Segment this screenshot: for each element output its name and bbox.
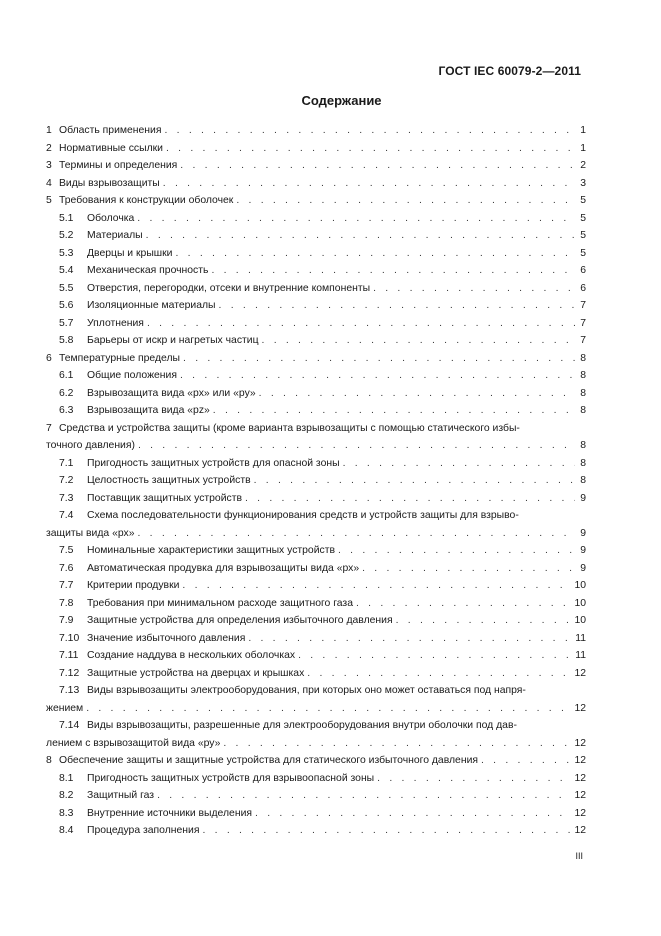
toc-entry-page: 5 (580, 230, 586, 241)
toc-entry-number: 5.8 (59, 335, 74, 346)
dot-leader (307, 665, 571, 683)
toc-entry-number: 7.12 (59, 667, 80, 679)
document-code: ГОСТ IEC 60079-2—2011 (438, 64, 581, 78)
toc-entry (46, 542, 586, 560)
toc-entry-page: 10 (574, 580, 586, 591)
toc-entry (46, 140, 586, 158)
toc-entry (46, 682, 586, 717)
toc-entry-number: 7.3 (59, 492, 74, 504)
toc-entry-page: 10 (574, 597, 586, 609)
toc-entry (46, 472, 586, 490)
dot-leader (137, 210, 575, 228)
dot-leader (183, 350, 575, 368)
toc-entry-number: 6 (46, 352, 52, 364)
toc-entry (46, 665, 586, 683)
toc-entry (46, 577, 586, 595)
toc-entry-number: 5.1 (59, 212, 74, 224)
toc-entry (46, 402, 586, 420)
toc-entry-title: Барьеры от искр и нагретых частиц (87, 335, 259, 346)
toc-entry (46, 717, 586, 752)
toc-entry-title: Температурные пределы (59, 352, 181, 364)
toc-entry-title: Общие положения (87, 370, 177, 381)
toc-entry-title: Пригодность защитных устройств для опасной зоны (87, 457, 340, 469)
toc-entry-number: 7.7 (59, 580, 74, 591)
dot-leader (338, 542, 575, 560)
toc-entry-page: 2 (580, 160, 586, 171)
dot-leader (211, 262, 575, 280)
toc-entry-number: 7.4 (59, 510, 74, 521)
toc-entry-page: 1 (580, 142, 586, 154)
toc-entry-title: Обеспечение защиты и защитные устройства для статического избыточного давления (59, 755, 478, 766)
toc-entry (46, 315, 586, 333)
toc-entry-page: 12 (574, 755, 586, 766)
dot-leader (343, 455, 575, 473)
toc-entry-page: 6 (580, 282, 586, 294)
toc-entry-number: 8.3 (59, 807, 74, 819)
toc-entry-page: 3 (580, 177, 586, 189)
toc-entry-page: 10 (574, 615, 586, 626)
toc-entry-page: 12 (574, 737, 586, 749)
dot-leader (180, 367, 575, 385)
toc-entry-title: Изоляционные материалы (87, 300, 216, 311)
toc-entry-title: Номинальные характеристики защитных устройств (87, 545, 335, 556)
toc-entry (46, 507, 586, 542)
toc-entry-number: 8.4 (59, 825, 74, 836)
toc-entry-number: 5.2 (59, 230, 74, 241)
toc-entry-title: Уплотнения (87, 317, 144, 329)
toc-entry (46, 367, 586, 385)
toc-entry-number: 8 (46, 755, 52, 766)
toc-entry-title: Дверцы и крышки (87, 247, 173, 259)
toc-entry-number: 7.8 (59, 597, 74, 609)
toc-entry-title: точного давления) (46, 440, 135, 451)
dot-leader (219, 297, 575, 315)
dot-leader (175, 245, 575, 263)
toc-entry (46, 560, 586, 578)
dot-leader (481, 752, 571, 770)
toc-entry-title: Требования к конструкции оболочек (59, 195, 234, 206)
dot-leader (137, 525, 575, 543)
dot-leader (248, 630, 572, 648)
toc-entry (46, 350, 586, 368)
dot-leader (202, 822, 571, 840)
toc-entry-page: 11 (575, 632, 586, 644)
toc-entry (46, 245, 586, 263)
toc-entry-page: 12 (574, 667, 586, 679)
toc-entry (46, 595, 586, 613)
dot-leader (377, 770, 571, 788)
toc-entry-number: 2 (46, 142, 52, 154)
toc-entry-title: защиты вида «рх» (46, 527, 135, 539)
toc-entry (46, 612, 586, 630)
toc-entry-number: 7.9 (59, 615, 74, 626)
toc-entry-number: 7.14 (59, 720, 80, 731)
toc-entry-number: 5.3 (59, 247, 74, 259)
toc-entry-title: Автоматическая продувка для взрывозащиты вида «рх» (87, 562, 360, 574)
toc-entry-title: лением с взрывозащитой вида «ру» (46, 737, 221, 749)
toc-entry (46, 805, 586, 823)
page-number: III (575, 851, 583, 861)
page-title: Содержание (301, 93, 382, 108)
dot-leader (163, 175, 575, 193)
toc-entry-page: 9 (580, 527, 586, 539)
toc-entry (46, 297, 586, 315)
toc-entry-title: Область применения (59, 125, 162, 136)
toc-entry-page: 8 (580, 457, 586, 469)
toc-entry-title: Создание наддува в нескольких оболочках (87, 650, 296, 661)
toc-entry-page: 7 (580, 335, 586, 346)
toc-entry-number: 7.6 (59, 562, 74, 574)
dot-leader (245, 490, 575, 508)
toc-entry-number: 3 (46, 160, 52, 171)
toc-entry (46, 122, 586, 140)
toc-entry-title: Внутренние источники выделения (87, 807, 253, 819)
toc-entry-title: Оболочка (87, 212, 135, 224)
toc-entry-page: 7 (580, 300, 586, 311)
toc-entry-page: 8 (580, 440, 586, 451)
toc-entry-page: 8 (580, 387, 586, 399)
toc-entry-title: Требования при минимальном расходе защитного газа (87, 597, 353, 609)
toc-entry-number: 8.1 (59, 772, 74, 784)
toc-entry-page: 5 (580, 212, 586, 224)
toc-entry-number: 4 (46, 177, 52, 189)
toc-entry (46, 420, 586, 455)
toc-entry-title: жением (46, 702, 84, 714)
toc-entry-title: Схема последовательности функционирования средств и устройств защиты для взрыво- (87, 510, 519, 521)
dot-leader (259, 385, 575, 403)
dot-leader (146, 227, 575, 245)
toc-entry-page: 8 (580, 352, 586, 364)
toc-entry-page: 6 (580, 265, 586, 276)
toc-entry-page: 5 (580, 195, 586, 206)
dot-leader (223, 735, 571, 753)
dot-leader (396, 612, 572, 630)
toc-entry-title: Взрывозащита вида «pz» (87, 405, 210, 416)
toc-entry-page: 5 (580, 247, 586, 259)
toc-entry-page: 9 (580, 545, 586, 556)
toc-entry-number: 8.2 (59, 790, 74, 801)
toc-entry-title: Термины и определения (59, 160, 178, 171)
dot-leader (254, 472, 575, 490)
toc-entry-page: 12 (574, 807, 586, 819)
toc-entry-title: Защитный газ (87, 790, 155, 801)
toc-entry-number: 7.10 (59, 632, 80, 644)
toc-entry-title: Виды взрывозащиты электрооборудования, при которых оно может оставаться под напря- (87, 685, 526, 696)
toc-entry-page: 8 (580, 405, 586, 416)
toc-entry-title: Виды взрывозащиты (59, 177, 160, 189)
toc-entry (46, 385, 586, 403)
toc-entry-page: 12 (574, 702, 586, 714)
toc-entry-title: Критерии продувки (87, 580, 180, 591)
toc-entry-page: 11 (575, 650, 586, 661)
toc-entry-title: Поставщик защитных устройств (87, 492, 242, 504)
toc-entry-number: 6.2 (59, 387, 74, 399)
dot-leader (356, 595, 571, 613)
toc-entry-title: Пригодность защитных устройств для взрывоопасной зоны (87, 772, 375, 784)
toc-entry (46, 332, 586, 350)
toc-entry (46, 490, 586, 508)
toc-entry-number: 1 (46, 125, 52, 136)
toc-entry-page: 9 (580, 562, 586, 574)
toc-entry-page: 12 (574, 825, 586, 836)
toc-entry (46, 752, 586, 770)
toc-entry-page: 8 (580, 370, 586, 381)
dot-leader (236, 192, 575, 210)
toc-entry-title: Значение избыточного давления (87, 632, 246, 644)
toc-entry-title: Целостность защитных устройств (87, 475, 251, 486)
dot-leader (362, 560, 575, 578)
toc-entry (46, 157, 586, 175)
toc-entry-number: 5 (46, 195, 52, 206)
toc-entry-page: 12 (574, 772, 586, 784)
dot-leader (164, 122, 575, 140)
toc-entry-page: 7 (580, 317, 586, 329)
toc-entry-title: Защитные устройства для определения избыточного давления (87, 615, 393, 626)
toc-entry-number: 5.5 (59, 282, 74, 294)
dot-leader (373, 280, 575, 298)
toc-entry-number: 6.1 (59, 370, 74, 381)
toc-entry-number: 7.5 (59, 545, 74, 556)
table-of-contents (46, 122, 586, 840)
toc-entry-title: Механическая прочность (87, 265, 209, 276)
toc-entry (46, 630, 586, 648)
toc-entry (46, 262, 586, 280)
toc-entry-title: Процедура заполнения (87, 825, 200, 836)
toc-entry-number: 7.2 (59, 475, 74, 486)
dot-leader (262, 332, 575, 350)
toc-entry (46, 280, 586, 298)
toc-entry-number: 6.3 (59, 405, 74, 416)
dot-leader (180, 157, 575, 175)
toc-entry (46, 175, 586, 193)
toc-entry-number: 5.6 (59, 300, 74, 311)
dot-leader (147, 315, 575, 333)
toc-entry (46, 455, 586, 473)
toc-entry (46, 192, 586, 210)
toc-entry-title: Защитные устройства на дверцах и крышках (87, 667, 305, 679)
toc-entry (46, 770, 586, 788)
toc-entry-title: Взрывозащита вида «рх» или «ру» (87, 387, 256, 399)
dot-leader (157, 787, 571, 805)
toc-entry-title: Отверстия, перегородки, отсеки и внутренние компоненты (87, 282, 371, 294)
dot-leader (298, 647, 572, 665)
toc-entry (46, 647, 586, 665)
toc-entry-title: Нормативные ссылки (59, 142, 163, 154)
toc-entry (46, 210, 586, 228)
toc-entry-title: Средства и устройства защиты (кроме варианта взрывозащиты с помощью статического избы- (59, 422, 520, 434)
toc-entry-number: 7 (46, 422, 52, 434)
toc-entry-page: 12 (574, 790, 586, 801)
toc-entry-number: 5.7 (59, 317, 74, 329)
toc-entry-title: Виды взрывозащиты, разрешенные для электрооборудования внутри оболочки под дав- (87, 720, 517, 731)
toc-entry-number: 7.1 (59, 457, 74, 469)
toc-entry-number: 7.11 (59, 650, 79, 661)
toc-entry-page: 9 (580, 492, 586, 504)
dot-leader (86, 700, 571, 718)
toc-entry-page: 8 (580, 475, 586, 486)
toc-entry-number: 5.4 (59, 265, 74, 276)
dot-leader (166, 140, 575, 158)
toc-entry-page: 1 (580, 125, 586, 136)
toc-entry (46, 822, 586, 840)
dot-leader (213, 402, 575, 420)
dot-leader (138, 437, 575, 455)
toc-entry-title: Материалы (87, 230, 143, 241)
dot-leader (182, 577, 571, 595)
dot-leader (255, 805, 571, 823)
toc-entry (46, 787, 586, 805)
toc-entry-number: 7.13 (59, 685, 80, 696)
toc-entry (46, 227, 586, 245)
